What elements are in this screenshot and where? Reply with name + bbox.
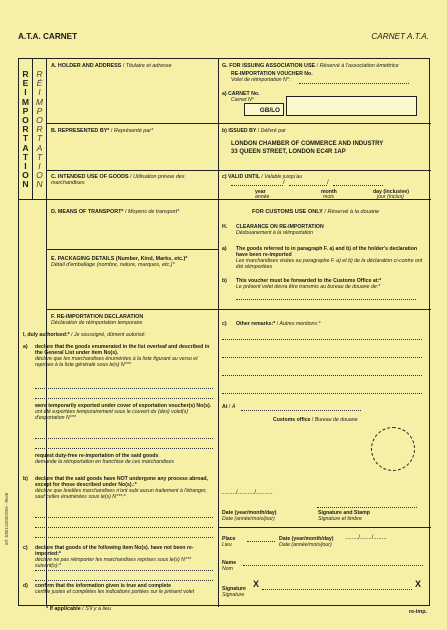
divider — [218, 309, 431, 310]
customs-a-text-fr: Les marchandises visées au paragraphe F. a) et b) de la déclaration ci-contre ont été réimportées — [236, 258, 423, 270]
customs-date-label-fr: Date (année/mois/jour) — [222, 516, 275, 522]
signature-x-right: X — [415, 579, 422, 589]
divider — [218, 123, 431, 124]
decl-a — [35, 344, 215, 368]
h-text: CLEARANCE ON RE-IMPORTATION — [236, 224, 324, 230]
footer-reimp: re-imp. — [409, 609, 427, 615]
field-g-issuing-assoc: G. FOR ISSUING ASSOCIATION USE / Réservé à l'association émettrice — [222, 63, 399, 69]
carnet-number-label: a) CARNET No. — [222, 91, 260, 97]
valid-month-field[interactable] — [289, 185, 327, 186]
decl-b-field[interactable] — [35, 537, 213, 538]
decl-request-text: request duty-free re-importation of the said goods — [35, 453, 159, 459]
field-e-label-fr: Détail d'emballage (nombre, nature, marques, etc.)* — [51, 262, 175, 268]
month-label: month — [321, 189, 337, 195]
customs-office-forward-field[interactable] — [236, 299, 416, 300]
vertical-title-fr — [33, 59, 47, 199]
at-text: At — [222, 404, 228, 410]
field-e-packaging — [51, 256, 216, 268]
vertical-letter: R — [36, 69, 43, 79]
field-f-label-fr: Déclaration de réimportation temporaire — [51, 320, 143, 326]
authorised-line: I, duly authorised:* / Je soussigné, dûment autorisé: — [23, 332, 146, 338]
customs-date-label: Date (year/month/day) — [222, 510, 277, 516]
decl-temp-field[interactable] — [35, 448, 213, 449]
place-label-fr: Lieu — [222, 542, 232, 548]
at-text-fr: À — [231, 404, 236, 410]
field-d-transport: D. MEANS OF TRANSPORT* / Moyens de transport* — [51, 209, 180, 215]
decl-temp-text: were temporarily exported under cover of exportation voucher(s) No(s). — [35, 403, 212, 409]
customs-b-marker: b) — [222, 278, 227, 284]
vertical-letter: I — [38, 87, 41, 98]
customs-c-text-fr: Autres mentions:* — [279, 321, 321, 327]
remarks-line[interactable] — [222, 375, 422, 376]
decl-c — [35, 545, 215, 569]
holder-date-label: Date (year/month/day) — [279, 536, 334, 542]
day-label-fr: jour (inclus) — [377, 194, 404, 200]
decl-b-text: declare that the said goods have NOT undergone any process abroad, except for those described under No(s).:* — [35, 476, 208, 488]
vertical-letter: M — [21, 96, 30, 107]
decl-temp — [35, 403, 215, 421]
voucher-number-label: RE-IMPORTATION VOUCHER No. — [231, 71, 313, 77]
decl-temp-text-fr: ont été exportées temporairement sous le couvert du (des) volet(s) d'exportation N°** — [35, 409, 189, 421]
field-a-label-fr: Titulaire et adresse — [125, 63, 172, 69]
decl-b-marker: b) — [23, 476, 28, 482]
signature-label-fr: Signature — [222, 592, 245, 598]
field-f-declaration — [51, 314, 216, 326]
customs-c-text: Other remarks:* — [236, 321, 276, 327]
voucher-form — [18, 58, 430, 606]
valid-until-label: c) VALID UNTIL / Valable jusqu'au — [222, 174, 302, 180]
month-label-fr: mois — [323, 194, 334, 200]
form-reference: ref: 3/001/1000/2005 - Rev8 — [4, 492, 9, 545]
decl-b-field[interactable] — [35, 527, 213, 528]
valid-year-field[interactable] — [231, 185, 283, 186]
field-c-label: C. INTENDED USE OF GOODS — [51, 174, 129, 180]
customs-c-marker: c) — [222, 321, 227, 327]
valid-until-text: c) VALID UNTIL — [222, 174, 260, 180]
vertical-letter: P — [36, 105, 43, 116]
field-a-label: A. HOLDER AND ADDRESS — [51, 63, 122, 69]
decl-b-text-fr: déclare que lesdites marchandises n'ont subi aucun traitement à l'étranger, sauf celles énumérées sous le(s) N°**:* — [35, 488, 207, 500]
issuer-address: 33 QUEEN STREET, LONDON EC4R 1AP — [231, 149, 346, 155]
vertical-letter: N — [22, 179, 29, 190]
carnet-number-box[interactable] — [286, 96, 417, 116]
decl-d — [35, 583, 215, 595]
divider — [218, 527, 431, 528]
customs-c: Other remarks:* / Autres mentions:* — [236, 321, 321, 327]
valid-day-field[interactable] — [333, 185, 383, 186]
customs-stamp-circle — [371, 427, 415, 471]
field-c-intended-use: C. INTENDED USE OF GOODS / Utilisation prévue des marchandises — [51, 174, 185, 186]
field-b-represented: B. REPRESENTED BY* / Représenté par* — [51, 128, 154, 134]
vertical-letter: T — [22, 151, 29, 162]
decl-a-items-field[interactable] — [35, 388, 213, 389]
vertical-letter: T — [22, 133, 29, 144]
signature-field[interactable] — [262, 589, 412, 590]
vertical-title-en — [19, 59, 33, 199]
decl-c-text-fr: déclare ne pas réimporter les marchandises reprises sous le(s) N°** suivant(s):* — [35, 557, 192, 569]
column-divider — [218, 59, 219, 607]
field-a-holder: A. HOLDER AND ADDRESS / Titulaire et adresse — [51, 63, 172, 69]
year-label-fr: année — [255, 194, 270, 200]
vertical-letter: R — [36, 124, 43, 135]
vertical-letter: I — [24, 161, 27, 172]
field-d-label-fr: Moyens de transport* — [127, 209, 180, 215]
customs-office-text-fr: Bureau de douane — [314, 417, 358, 423]
customs-b-text: This voucher must be forwarded to the Customs Office at:* — [236, 278, 382, 284]
divider — [47, 249, 218, 250]
decl-a-text: declare that the goods enumerated in the list overleaf and described in the General List under item No(s). — [35, 344, 210, 356]
valid-until-text-fr: Valable jusqu'au — [264, 174, 302, 180]
customs-signature-line[interactable] — [317, 507, 417, 508]
vertical-letter: T — [36, 133, 43, 144]
field-c-label-fr: Utilisation prévue des marchandises — [51, 174, 185, 186]
holder-date-field[interactable]: ......../......./........ — [345, 535, 387, 541]
vertical-letter: T — [36, 151, 43, 162]
issued-by-text-fr: Délivré par — [260, 128, 286, 134]
at-label: At / À — [222, 404, 236, 410]
remarks-line[interactable] — [222, 393, 422, 394]
field-f-label: F. RE-IMPORTATION DECLARATION — [51, 314, 144, 320]
customs-signature-label: Signature and Stamp — [318, 510, 370, 516]
vertical-letter: N — [36, 179, 43, 190]
signature-x-left: X — [253, 579, 260, 589]
field-e-label: E. PACKAGING DETAILS (Number, Kind, Marks, etc.)* — [51, 256, 188, 262]
h-marker: H. — [222, 224, 228, 230]
authorised-text-fr: Je soussigné, dûment autorisé: — [74, 332, 146, 338]
signature-label: Signature — [222, 586, 246, 592]
vertical-letter: M — [35, 96, 44, 107]
decl-c-field[interactable] — [35, 570, 213, 571]
voucher-number-field[interactable] — [299, 83, 409, 84]
vertical-letter: I — [24, 87, 27, 98]
customs-title-text-fr: Réservé à la douane — [327, 209, 380, 215]
customs-title-text: FOR CUSTOMS USE ONLY — [252, 209, 323, 215]
voucher-number-label-fr: Volet de réimportation N°: — [231, 77, 291, 83]
vertical-letter: R — [22, 124, 29, 135]
decl-d-text-fr: certifie justes et complètes les indications portées sur le présent volet — [35, 589, 195, 595]
vertical-letter: O — [22, 115, 29, 126]
footnote: * If applicable / S'il y a lieu — [46, 606, 111, 612]
customs-office-text: Customs office — [273, 417, 311, 423]
field-g-label: G. FOR ISSUING ASSOCIATION USE — [222, 63, 316, 69]
customs-office-label: Customs office / Bureau de douane — [273, 417, 358, 423]
place-label: Place — [222, 536, 236, 542]
vertical-letter: O — [36, 170, 43, 181]
day-label: day (inclusive) — [373, 189, 410, 195]
customs-a-text: The goods referred to in paragraph F. a) and b) of the holder's declaration have been re-imported — [236, 246, 418, 258]
holder-date-label-fr: Date (année/mois/jour) — [279, 542, 332, 548]
decl-temp-field[interactable] — [35, 438, 213, 439]
customs-b — [236, 278, 426, 290]
customs-b-text-fr: Le présent volet devra être transmis au bureau de douane de:* — [236, 284, 381, 290]
name-field[interactable] — [243, 565, 423, 566]
decl-a-text-fr: déclare que les marchandises énumérées à la liste figurant au verso et reprises à la liste générale sous le(s) N°** — [35, 356, 198, 368]
field-g-label-fr: Réservé à l'association émettrice — [319, 63, 399, 69]
name-label: Name — [222, 560, 237, 566]
decl-request — [35, 453, 215, 465]
footnote-text-fr: S'il y a lieu — [85, 606, 111, 612]
vertical-letter: I — [38, 161, 41, 172]
carnet-prefix: GB/LO — [259, 107, 280, 114]
decl-d-text: confirm that the information given is true and complete — [35, 583, 172, 589]
decl-c-text: declare that goods of the following item No(s). have not been re-imported:* — [35, 545, 194, 557]
vertical-letter: A — [36, 142, 43, 153]
field-d-label: D. MEANS OF TRANSPORT* — [51, 209, 124, 215]
issued-by-label: b) ISSUED BY / Délivré par — [222, 128, 286, 134]
customs-a — [236, 246, 426, 270]
divider — [47, 309, 218, 310]
decl-a-marker: a) — [23, 344, 28, 350]
vertical-letter: E — [22, 78, 29, 89]
field-b-label-fr: Représenté par* — [113, 128, 154, 134]
divider — [218, 170, 431, 171]
vertical-letter: P — [22, 105, 29, 116]
remarks-line[interactable] — [222, 357, 422, 358]
remarks-line[interactable] — [222, 339, 422, 340]
customs-a-marker: a) — [222, 246, 227, 252]
carnet-prefix-box — [244, 103, 284, 116]
slash: / — [283, 180, 285, 186]
divider — [47, 123, 218, 124]
decl-b-field[interactable] — [35, 517, 213, 518]
h-clearance — [236, 224, 424, 236]
place-field[interactable] — [247, 541, 275, 542]
vertical-letter: É — [36, 78, 43, 89]
authorised-text: I, duly authorised:* — [23, 332, 70, 338]
vertical-letter: O — [36, 115, 43, 126]
divider — [19, 199, 218, 200]
divider — [47, 170, 218, 171]
decl-d-marker: d) — [23, 583, 28, 589]
field-b-label: B. REPRESENTED BY* — [51, 128, 110, 134]
issued-by-text: b) ISSUED BY — [222, 128, 257, 134]
decl-a-items-field[interactable] — [35, 398, 213, 399]
h-text-fr: Dédouanement à la réimportation — [236, 230, 313, 236]
footnote-text: * If applicable — [46, 606, 81, 612]
decl-c-marker: c) — [23, 545, 28, 551]
customs-title: FOR CUSTOMS USE ONLY / Réservé à la douane — [252, 209, 380, 215]
decl-request-text-fr: demande la réimportation en franchise de ces marchandises — [35, 459, 174, 465]
slash: / — [327, 180, 329, 186]
header-right: CARNET A.T.A. — [371, 32, 429, 41]
decl-c-field[interactable] — [35, 580, 213, 581]
header-left: A.T.A. CARNET — [18, 32, 78, 41]
vertical-letter: O — [22, 170, 29, 181]
carnet-number-label-fr: Carnet N° — [231, 97, 254, 103]
name-label-fr: Nom — [222, 566, 233, 572]
year-label: year — [255, 189, 266, 195]
decl-b — [35, 476, 215, 500]
customs-signature-label-fr: Signature et timbre — [318, 516, 362, 522]
vertical-letter: A — [22, 142, 29, 153]
vertical-letter: R — [22, 69, 29, 79]
issuer-name: LONDON CHAMBER OF COMMERCE AND INDUSTRY — [231, 141, 384, 147]
customs-date-slashes: ........./........../.......... — [221, 490, 273, 496]
at-field[interactable] — [241, 410, 361, 411]
